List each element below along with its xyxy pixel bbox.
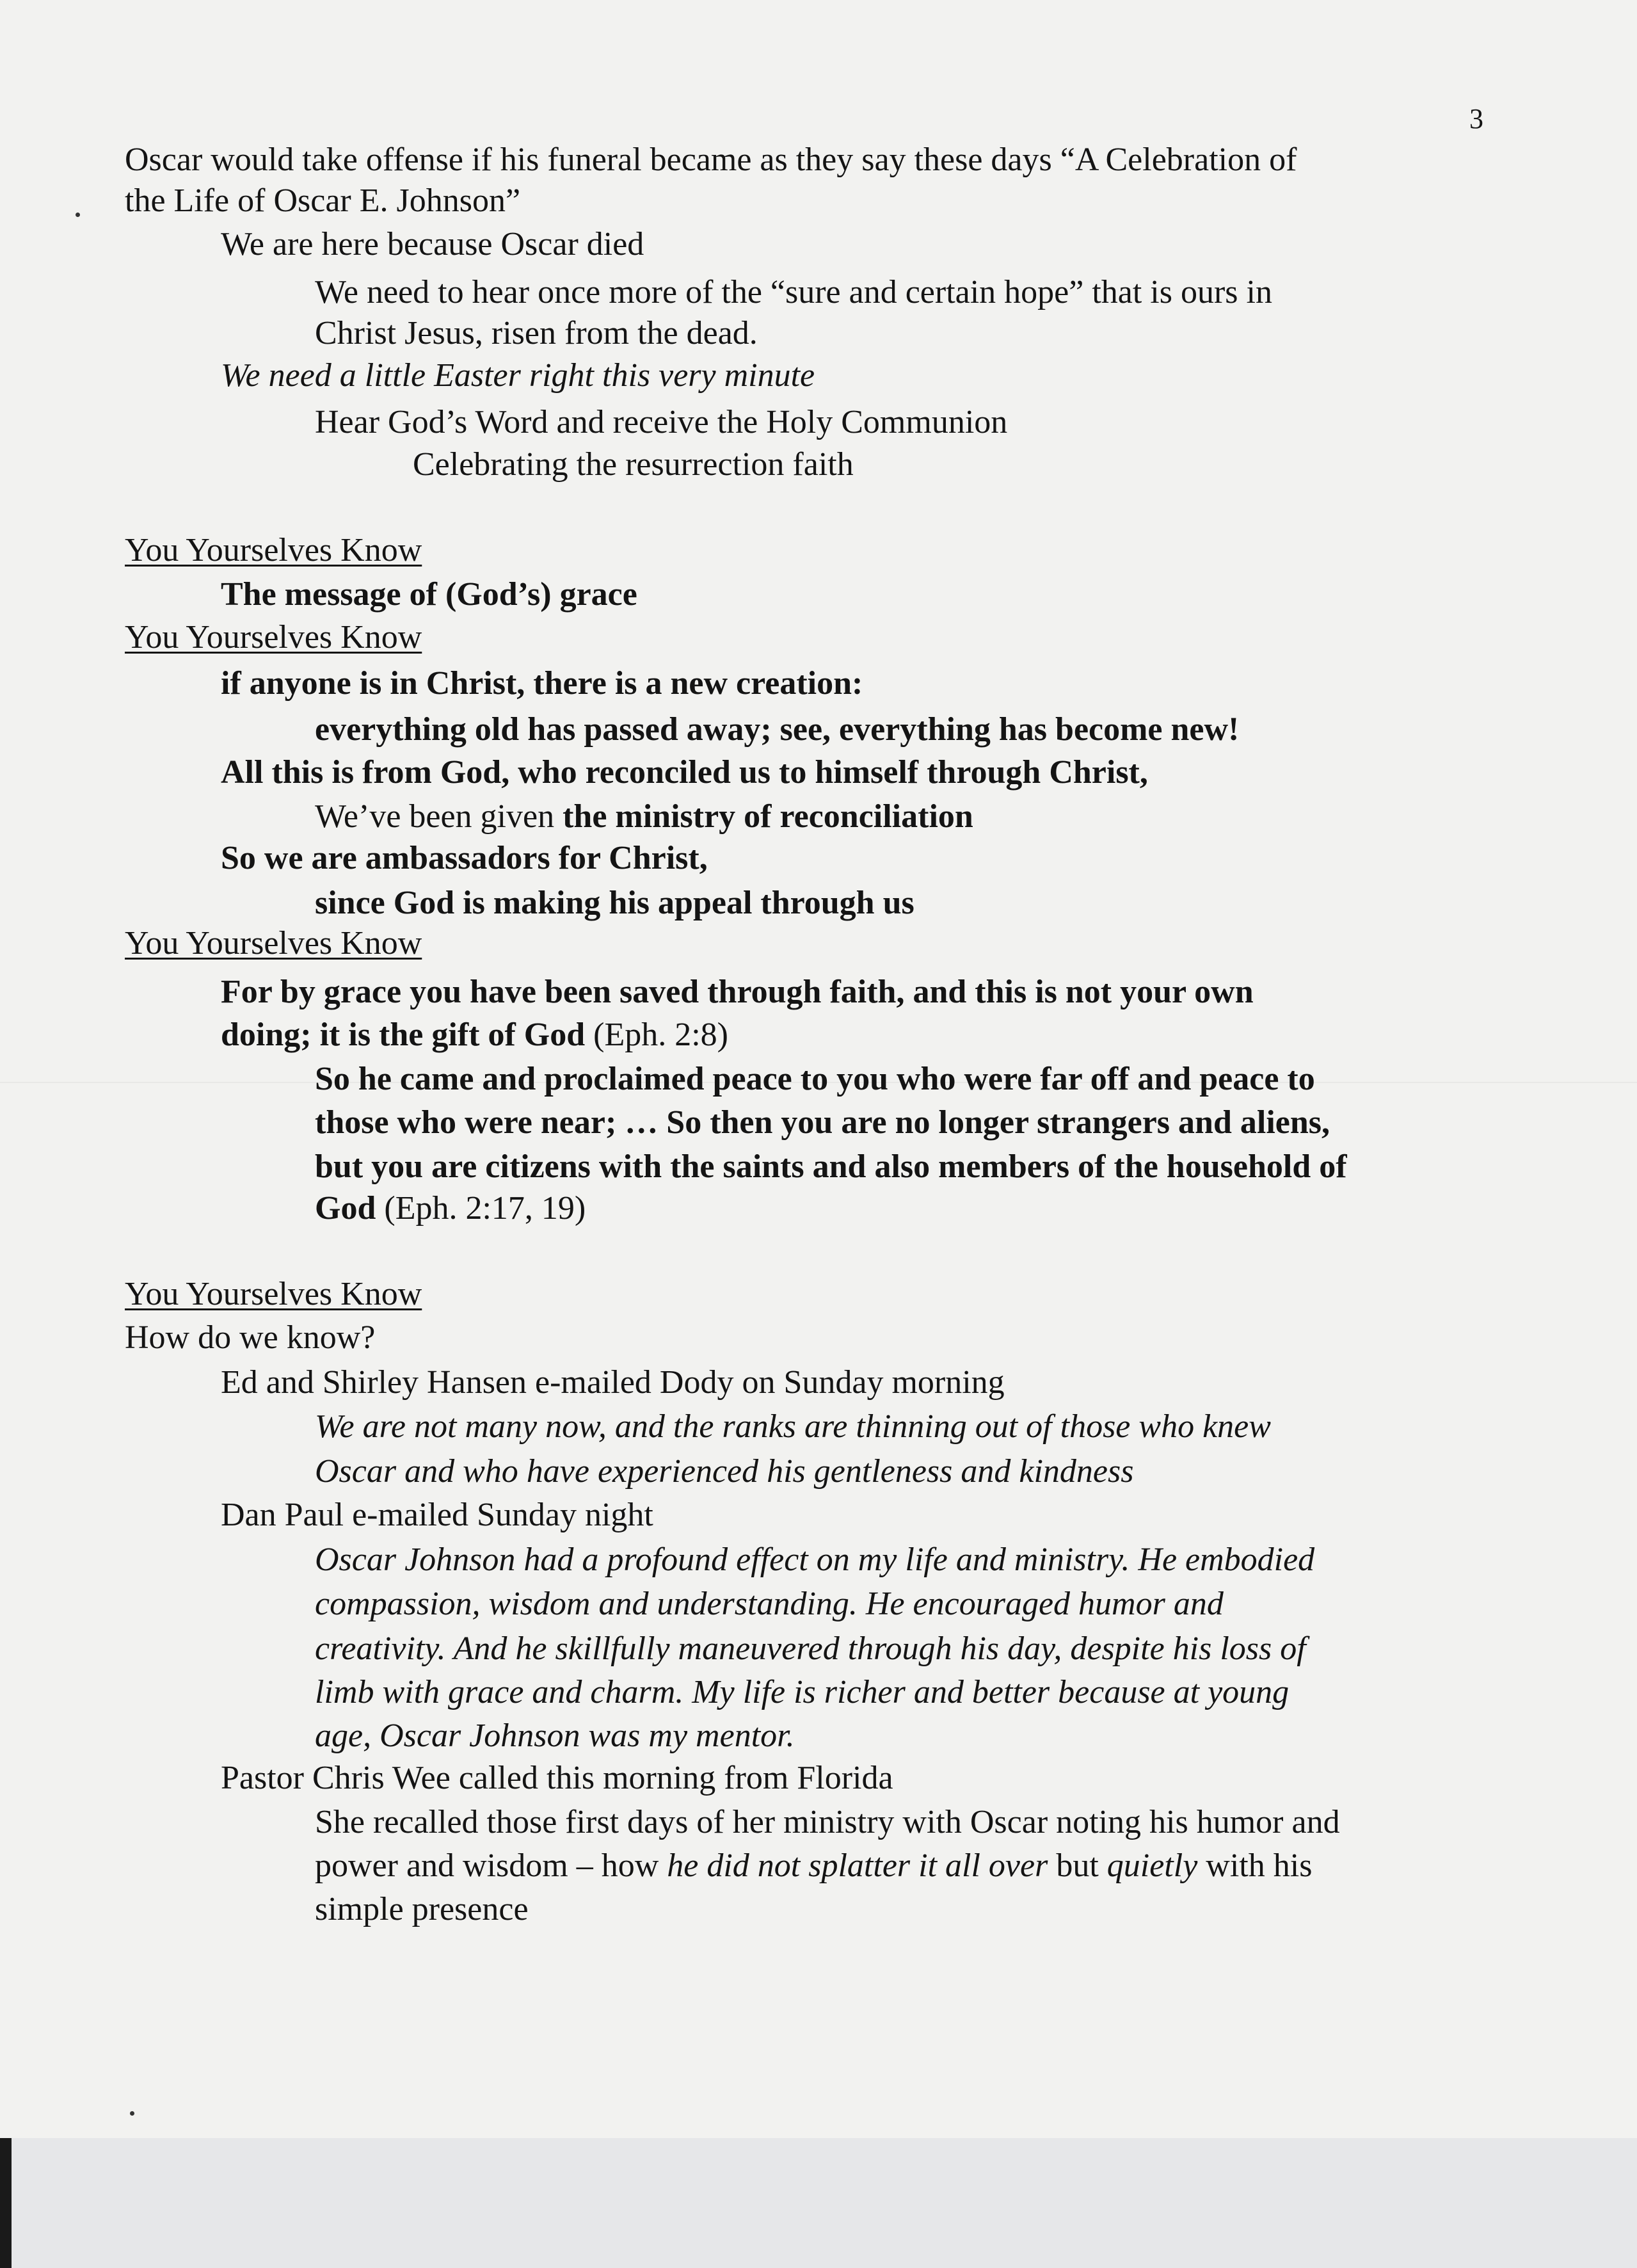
text-line: everything old has passed away; see, everything has become new!	[315, 711, 1240, 748]
quote-line: Oscar Johnson had a profound effect on my life and ministry. He embodied	[315, 1541, 1315, 1578]
quote-line: creativity. And he skillfully maneuvered through his day, despite his loss of	[315, 1630, 1306, 1667]
text-line	[315, 1188, 586, 1229]
text-line	[315, 1846, 1312, 1886]
text-line: but you are citizens with the saints and also members of the household of	[315, 1148, 1347, 1185]
text-run: he did not splatter it all over	[667, 1847, 1048, 1884]
text-run: quietly	[1106, 1847, 1198, 1884]
text-line: Christ Jesus, risen from the dead.	[315, 315, 758, 351]
text-run: the ministry of reconciliation	[563, 798, 973, 835]
text-line: For by grace you have been saved through faith, and this is not your own	[221, 974, 1254, 1010]
text-run: power and wisdom – how	[315, 1847, 667, 1884]
text-line	[221, 1015, 728, 1056]
text-line: So he came and proclaimed peace to you who were far off and peace to	[315, 1061, 1315, 1097]
paper-speck	[76, 213, 80, 217]
text-line: Pastor Chris Wee called this morning from Florida	[221, 1760, 893, 1796]
quote-line: We are not many now, and the ranks are thinning out of those who knew	[315, 1408, 1271, 1445]
text-line: simple presence	[315, 1891, 529, 1927]
text-line: We need a little Easter right this very minute	[221, 357, 815, 394]
text-run: God	[315, 1190, 376, 1226]
text-line: since God is making his appeal through us	[315, 885, 914, 921]
text-line: All this is from God, who reconciled us to himself through Christ,	[221, 754, 1148, 791]
scan-edge	[0, 2138, 12, 2268]
text-line: Hear God’s Word and receive the Holy Communion	[315, 404, 1008, 440]
text-run: (Eph. 2:17, 19)	[376, 1190, 586, 1226]
text-line: if anyone is in Christ, there is a new creation:	[221, 665, 863, 702]
text-run: doing; it is the gift of God	[221, 1017, 586, 1053]
section-heading: You Yourselves Know	[125, 619, 422, 655]
text-line: How do we know?	[125, 1319, 376, 1356]
quote-line: Oscar and who have experienced his gentleness and kindness	[315, 1453, 1134, 1490]
paper-speck	[130, 2111, 134, 2116]
text-line: We are here because Oscar died	[221, 226, 644, 262]
page-number: 3	[1469, 103, 1483, 134]
quote-line: age, Oscar Johnson was my mentor.	[315, 1717, 795, 1754]
text-run: (Eph. 2:8)	[585, 1017, 728, 1053]
text-line: The message of (God’s) grace	[221, 576, 637, 613]
text-line: She recalled those first days of her ministry with Oscar noting his humor and	[315, 1804, 1340, 1840]
quote-line: limb with grace and charm. My life is richer and better because at young	[315, 1674, 1290, 1710]
text-line: Dan Paul e-mailed Sunday night	[221, 1497, 653, 1533]
text-line	[315, 796, 973, 837]
text-line: those who were near; … So then you are no longer strangers and aliens,	[315, 1104, 1330, 1141]
text-line: Celebrating the resurrection faith	[413, 446, 854, 483]
text-run: but	[1048, 1847, 1107, 1884]
section-heading: You Yourselves Know	[125, 925, 422, 961]
text-line: So we are ambassadors for Christ,	[221, 840, 708, 876]
text-line: Oscar would take offense if his funeral became as they say these days “A Celebration of	[125, 141, 1297, 178]
scan-background	[0, 2138, 1637, 2268]
text-line: Ed and Shirley Hansen e-mailed Dody on Sunday morning	[221, 1364, 1005, 1401]
section-heading: You Yourselves Know	[125, 1276, 422, 1312]
text-line: We need to hear once more of the “sure and certain hope” that is ours in	[315, 274, 1272, 310]
text-run: with his	[1197, 1847, 1313, 1884]
section-heading: You Yourselves Know	[125, 532, 422, 568]
quote-line: compassion, wisdom and understanding. He encouraged humor and	[315, 1586, 1224, 1622]
text-line: the Life of Oscar E. Johnson”	[125, 182, 521, 219]
text-run: We’ve been given	[315, 798, 563, 835]
